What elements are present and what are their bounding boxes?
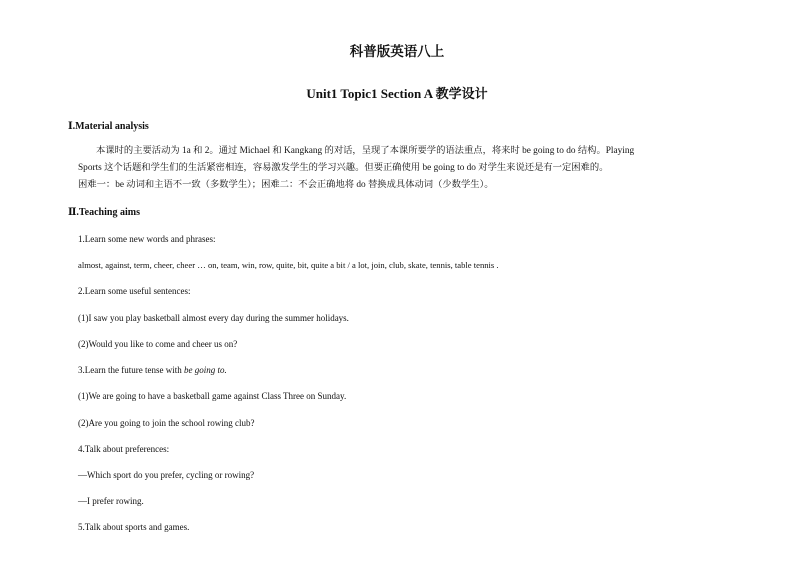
paragraph-line-1: 本课时的主要活动为 1a 和 2。通过 Michael 和 Kangkang 的对话，呈现了本课所要学的语法重点，将来时 be going to do 结构。Playing [96,146,635,156]
aim-4-title: 4.Talk about preferences: [78,444,170,454]
aim-1-title: 1.Learn some new words and phrases: [78,234,216,244]
document-title-cn: 科普版英语八上 [349,44,445,60]
aim-3-title-text: 3.Learn the future tense with [78,365,184,375]
aim-3-title-emphasis: be going to. [183,365,227,375]
section-heading-teaching-aims: Ⅱ.Teaching aims [68,207,140,218]
paragraph-line-3: 困难一：be 动词和主语不一致（多数学生）；困难二：不会正确地将 do 替换成具体动词（少数学生）。 [78,180,494,190]
section-heading-material-analysis: Ⅰ.Material analysis [68,121,149,132]
aim-1-word-list: almost, against, term, cheer, cheer … on, team, win, row, quite, bit, quite a bit / a lot, join, club, skate, tennis, table tennis . [78,260,499,270]
paragraph-line-2: Sports 这个话题和学生们的生活紧密相连，容易激发学生的学习兴趣。但要正确使用 be going to do 对学生来说还是有一定困难的。 [78,163,609,173]
document-title-en: Unit1 Topic1 Section A 教学设计 [306,86,488,101]
aim-4-answer: —I prefer rowing. [78,496,144,506]
aim-3-sentence-1: (1)We are going to have a basketball game against Class Three on Sunday. [78,391,347,401]
aim-2-sentence-1: (1)I saw you play basketball almost every day during the summer holidays. [78,313,349,323]
aim-2-sentence-2: (2)Would you like to come and cheer us on? [78,339,238,349]
aim-2-title: 2.Learn some useful sentences: [78,286,191,296]
aim-3-title [78,365,227,376]
aim-3-sentence-2: (2)Are you going to join the school rowing club? [78,418,255,428]
aim-5-title: 5.Talk about sports and games. [78,522,190,532]
aim-4-question: —Which sport do you prefer, cycling or rowing? [78,470,255,480]
